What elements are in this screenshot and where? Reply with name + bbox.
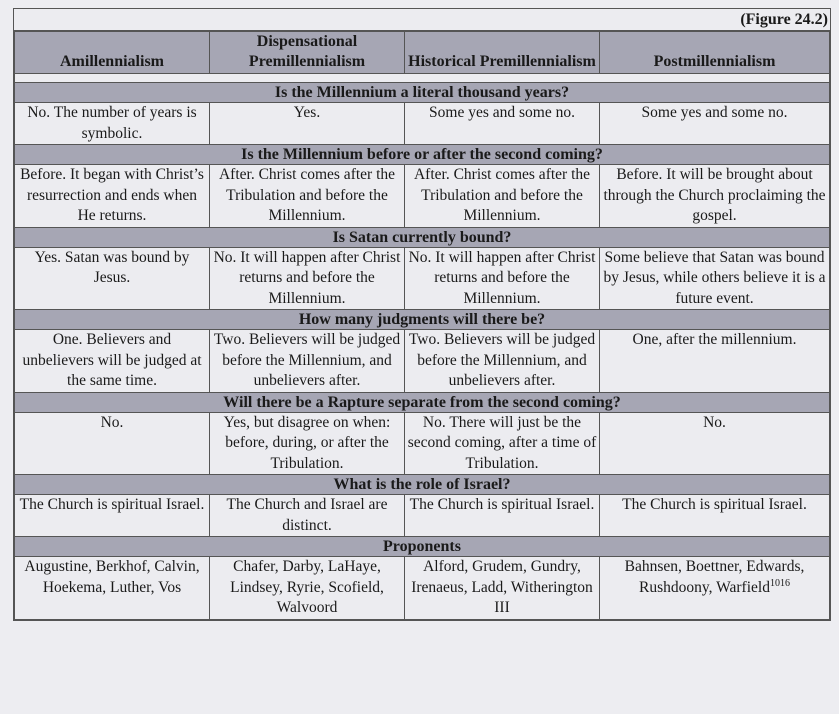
proponents-cell: Chafer, Darby, LaHaye, Lindsey, Ryrie, Scofield, Walvoord bbox=[210, 557, 405, 620]
answer-cell: Some believe that Satan was bound by Jesus, while others believe it is a future event. bbox=[600, 247, 830, 310]
answer-cell: One. Believers and unbelievers will be judged at the same time. bbox=[15, 330, 210, 393]
answer-cell: No. bbox=[15, 412, 210, 475]
answer-cell: Two. Believers will be judged before the Millennium, and unbelievers after. bbox=[210, 330, 405, 393]
answer-cell: No. It will happen after Christ returns and before the Millennium. bbox=[210, 247, 405, 310]
footnote-marker: 1016 bbox=[769, 577, 790, 589]
spacer-cell bbox=[15, 74, 830, 83]
answer-row bbox=[15, 103, 830, 145]
answer-cell: One, after the millennium. bbox=[600, 330, 830, 393]
proponents-cell: Alford, Grudem, Gundry, Irenaeus, Ladd, Witherington III bbox=[405, 557, 600, 620]
answer-cell: The Church is spiritual Israel. bbox=[405, 495, 600, 537]
column-header-postmillennialism: Postmillennialism bbox=[600, 32, 830, 74]
question-satan-bound: Is Satan currently bound? bbox=[15, 227, 830, 247]
answer-cell: The Church is spiritual Israel. bbox=[15, 495, 210, 537]
answer-row bbox=[15, 330, 830, 393]
answer-row bbox=[15, 557, 830, 620]
question-israel: What is the role of Israel? bbox=[15, 475, 830, 495]
proponents-cell bbox=[600, 557, 830, 620]
column-header-historical: Historical Premillennialism bbox=[405, 32, 600, 74]
question-row bbox=[15, 227, 830, 247]
column-header-amillennialism: Amillennialism bbox=[15, 32, 210, 74]
answer-row bbox=[15, 165, 830, 228]
answer-cell: Yes. bbox=[210, 103, 405, 145]
millennial-views-table bbox=[14, 31, 830, 620]
answer-cell: No. bbox=[600, 412, 830, 475]
answer-row bbox=[15, 247, 830, 310]
answer-cell: Yes. Satan was bound by Jesus. bbox=[15, 247, 210, 310]
answer-cell: Before. It will be brought about through the Church proclaiming the gospel. bbox=[600, 165, 830, 228]
header-row bbox=[15, 32, 830, 74]
question-rapture: Will there be a Rapture separate from the second coming? bbox=[15, 392, 830, 412]
answer-cell: No. There will just be the second coming, after a time of Tribulation. bbox=[405, 412, 600, 475]
comparison-figure bbox=[13, 8, 831, 621]
question-literal-thousand-years: Is the Millennium a literal thousand years? bbox=[15, 83, 830, 103]
figure-caption: (Figure 24.2) bbox=[14, 9, 830, 31]
answer-row bbox=[15, 495, 830, 537]
answer-row bbox=[15, 412, 830, 475]
proponents-cell: Augustine, Berkhof, Calvin, Hoekema, Luther, Vos bbox=[15, 557, 210, 620]
answer-cell: Before. It began with Christ’s resurrection and ends when He returns. bbox=[15, 165, 210, 228]
question-before-or-after: Is the Millennium before or after the second coming? bbox=[15, 145, 830, 165]
question-row bbox=[15, 475, 830, 495]
answer-cell: Yes, but disagree on when: before, during, or after the Tribulation. bbox=[210, 412, 405, 475]
question-judgments: How many judgments will there be? bbox=[15, 310, 830, 330]
proponents-heading: Proponents bbox=[15, 537, 830, 557]
header-spacer bbox=[15, 74, 830, 83]
column-header-dispensational: Dispensational Premillennialism bbox=[210, 32, 405, 74]
answer-cell: No. The number of years is symbolic. bbox=[15, 103, 210, 145]
answer-cell: Some yes and some no. bbox=[600, 103, 830, 145]
answer-cell: The Church is spiritual Israel. bbox=[600, 495, 830, 537]
answer-cell: Some yes and some no. bbox=[405, 103, 600, 145]
question-row bbox=[15, 392, 830, 412]
question-row bbox=[15, 537, 830, 557]
question-row bbox=[15, 145, 830, 165]
proponents-text: Bahnsen, Boettner, Edwards, Rushdoony, Warfield bbox=[624, 558, 805, 596]
answer-cell: Two. Believers will be judged before the Millennium, and unbelievers after. bbox=[405, 330, 600, 393]
answer-cell: The Church and Israel are distinct. bbox=[210, 495, 405, 537]
table-body bbox=[15, 83, 830, 620]
answer-cell: After. Christ comes after the Tribulation and before the Millennium. bbox=[405, 165, 600, 228]
question-row bbox=[15, 83, 830, 103]
question-row bbox=[15, 310, 830, 330]
answer-cell: No. It will happen after Christ returns and before the Millennium. bbox=[405, 247, 600, 310]
answer-cell: After. Christ comes after the Tribulation and before the Millennium. bbox=[210, 165, 405, 228]
